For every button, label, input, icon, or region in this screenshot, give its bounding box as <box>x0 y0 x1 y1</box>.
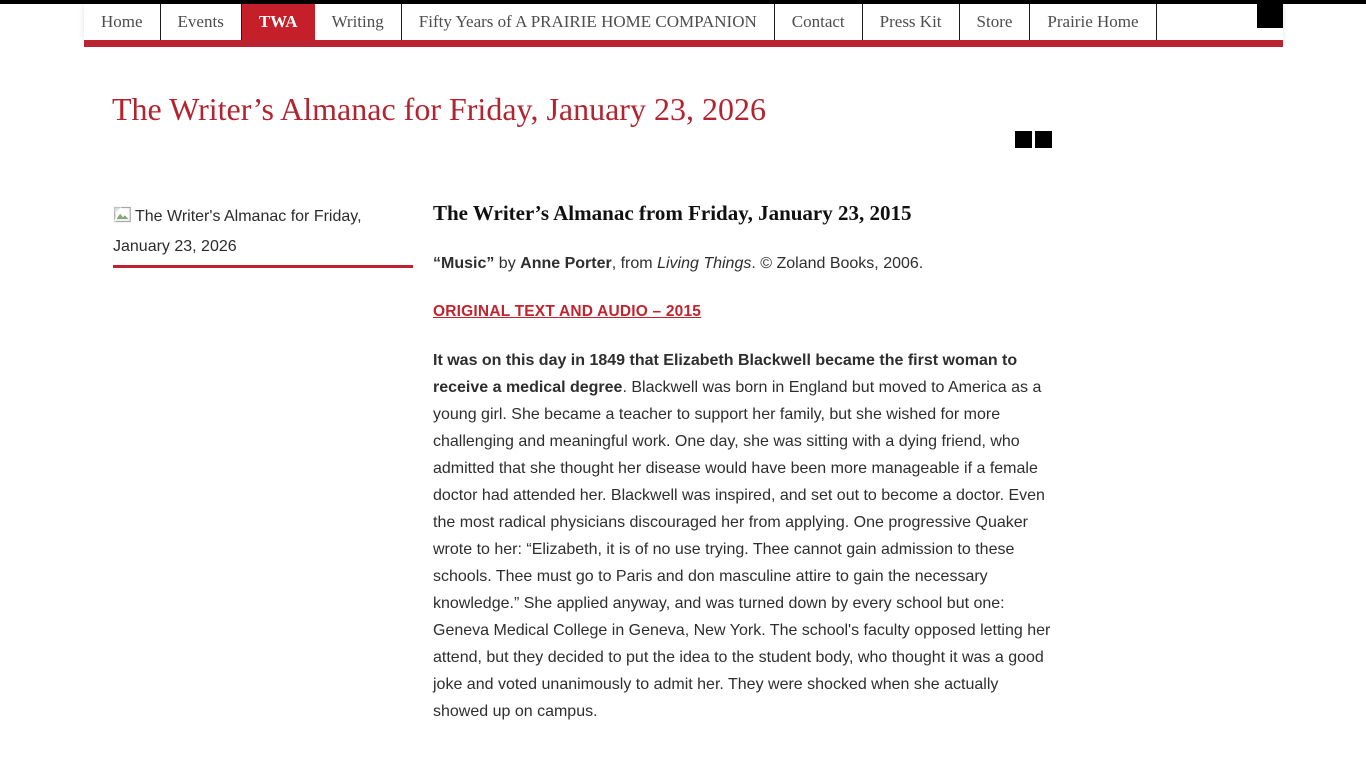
nav-item-events[interactable]: Events <box>161 4 242 40</box>
story-rest: . Blackwell was born in England but moved to America as a young girl. She became a teacher to support her family, but she wished for more challenging and meaningful work. One day, she was sitting with a dying friend, who admitted that she thought her disease would have been more manageable if a female doctor had attended her. Blackwell was inspired, and set out to become a doctor. Even the most radical physicians discouraged her from applying. One progressive Quaker wrote to her: “Elizabeth, it is of no use trying. Thee cannot gain admission to these schools. Thee must go to Paris and don masculine attire to gain the necessary knowledge.” She applied anyway, and was turned down by every school but one: Geneva Medical College in Geneva, New York. The school's faculty opposed letting her attend, but they decided to put the idea to the student body, who thought it was a good joke and voted unanimously to admit her. They were shocked when she actually showed up on campus. <box>433 379 1051 720</box>
poem-source-title: Living Things <box>657 255 752 272</box>
nav-item-twa[interactable]: TWA <box>242 4 315 47</box>
share-icon-placeholder-1[interactable] <box>1015 131 1032 148</box>
broken-image-icon <box>113 205 132 233</box>
article-body <box>433 200 1054 725</box>
nav-item-store[interactable]: Store <box>960 4 1031 40</box>
poem-byline <box>433 252 1054 276</box>
story-paragraph <box>433 347 1054 725</box>
byline-sep2: , from <box>611 255 658 272</box>
nav-icon-placeholder <box>1257 0 1283 28</box>
byline-sep1: by <box>494 255 521 272</box>
nav-accent-bar <box>84 40 1283 47</box>
nav-item-fifty-years[interactable]: Fifty Years of A PRAIRIE HOME COMPANION <box>402 4 775 40</box>
original-text-audio-link[interactable]: ORIGINAL TEXT AND AUDIO – 2015 <box>433 303 702 320</box>
image-underline <box>113 265 413 268</box>
featured-image-alt-text: The Writer's Almanac for Friday, January 23, 2026 <box>113 208 362 255</box>
featured-image-column <box>113 203 413 268</box>
share-icon-placeholder-2[interactable] <box>1035 131 1052 148</box>
nav-item-home[interactable]: Home <box>84 4 161 40</box>
nav-item-writing[interactable]: Writing <box>315 4 402 40</box>
story-lead-bold: It was on this day in 1849 that Elizabeth Blackwell became the first woman to receive a medical degree <box>433 352 1018 396</box>
featured-image-broken[interactable] <box>113 203 413 261</box>
share-icons <box>1015 131 1052 148</box>
nav-item-press-kit[interactable]: Press Kit <box>863 4 960 40</box>
nav-item-contact[interactable]: Contact <box>775 4 863 40</box>
main-navigation <box>84 4 1283 40</box>
poem-author: Anne Porter <box>520 255 612 272</box>
poem-title: “Music” <box>433 255 495 272</box>
page-title: The Writer’s Almanac for Friday, January 23, 2026 <box>112 91 766 127</box>
byline-tail: . © Zoland Books, 2006. <box>751 255 924 272</box>
nav-item-prairie-home[interactable]: Prairie Home <box>1030 4 1156 40</box>
article-heading: The Writer’s Almanac from Friday, January 23, 2015 <box>433 201 912 225</box>
